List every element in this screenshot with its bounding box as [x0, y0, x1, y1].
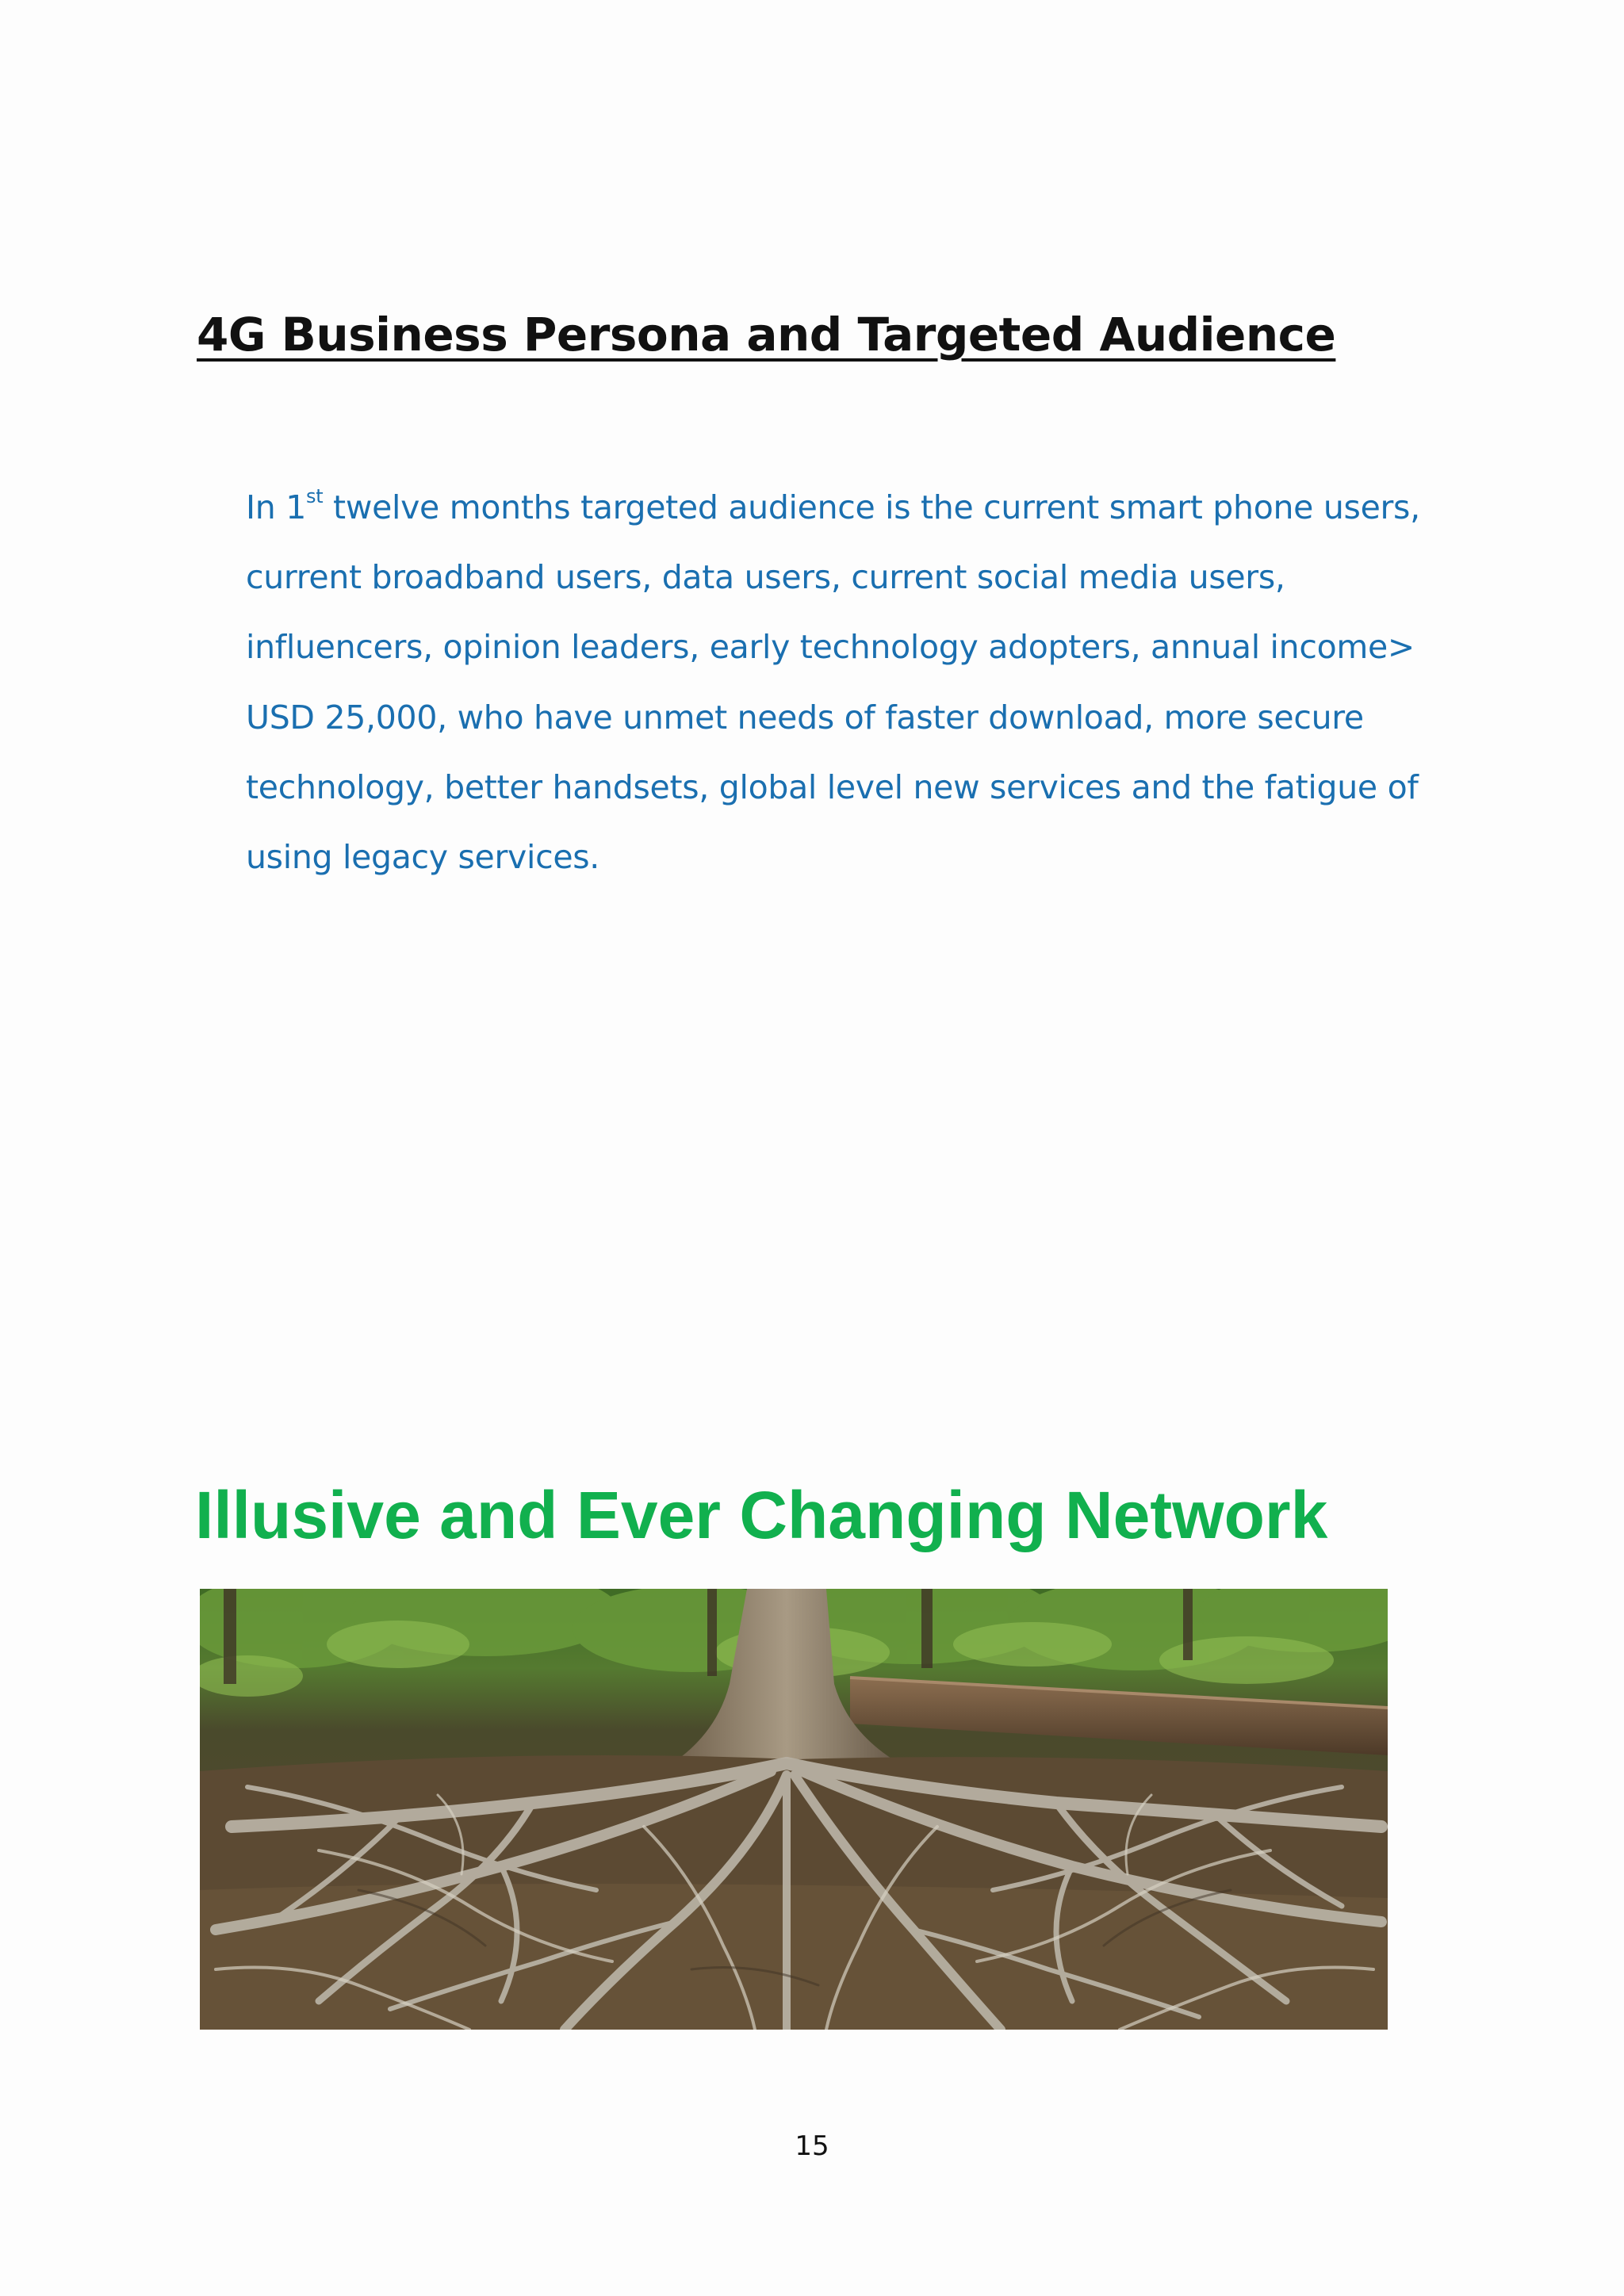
paragraph-prefix: In 1	[246, 488, 306, 526]
tree-roots-photo	[200, 1589, 1388, 2030]
paragraph-line-2: current broadband users, data users, current social media users,	[246, 558, 1285, 597]
page-number: 15	[795, 2130, 829, 2162]
paragraph-line-6: using legacy services.	[246, 838, 600, 877]
paragraph-line-1-text: twelve months targeted audience is the current smart phone users,	[323, 488, 1420, 526]
paragraph-line-5: technology, better handsets, global level new services and the fatigue of	[246, 767, 1419, 806]
paragraph-line-3: influencers, opinion leaders, early technology adopters, annual income>	[246, 628, 1415, 667]
section-title: Illusive and Ever Changing Network	[195, 1478, 1328, 1552]
page-heading: 4G Business Persona and Targeted Audience	[197, 308, 1336, 362]
paragraph-line-4: USD 25,000, who have unmet needs of faster download, more secure	[246, 698, 1364, 737]
audience-paragraph	[246, 473, 1420, 892]
ordinal-superscript: st	[306, 485, 324, 507]
paragraph-line-1	[246, 473, 1420, 542]
